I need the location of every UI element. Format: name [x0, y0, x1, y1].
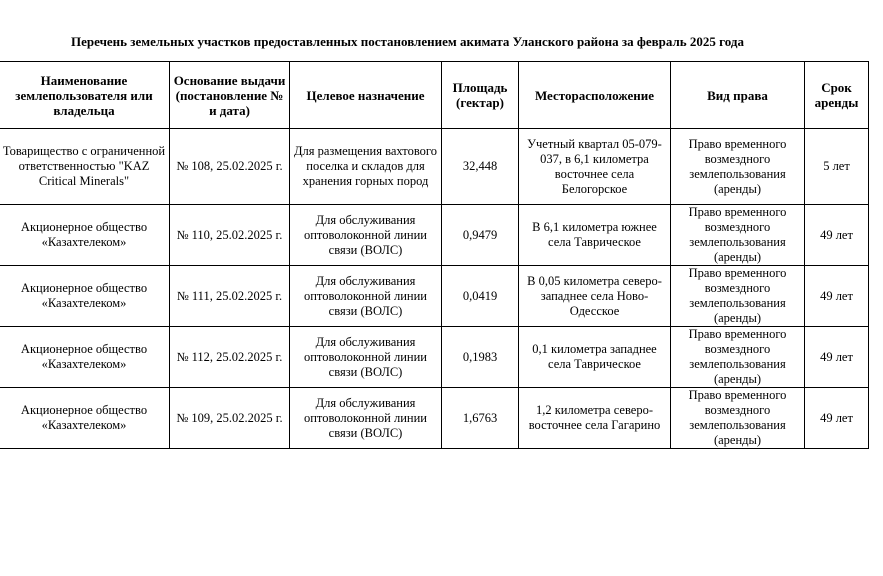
cell-purpose: Для обслуживания оптоволоконной линии связи (ВОЛС) [290, 327, 442, 388]
cell-area: 1,6763 [442, 388, 519, 449]
cell-purpose: Для обслуживания оптоволоконной линии связи (ВОЛС) [290, 388, 442, 449]
cell-area: 32,448 [442, 129, 519, 205]
cell-right: Право временного возмездного землепользования (аренды) [671, 205, 805, 266]
land-plots-table [0, 61, 869, 449]
table-row [0, 205, 869, 266]
cell-term: 49 лет [805, 388, 869, 449]
cell-owner: Акционерное общество «Казахтелеком» [0, 388, 170, 449]
cell-term: 49 лет [805, 266, 869, 327]
cell-location: 1,2 километра северо-восточнее села Гагарино [519, 388, 671, 449]
cell-location: Учетный квартал 05-079-037, в 6,1 километра восточнее села Белогорское [519, 129, 671, 205]
header-purpose: Целевое назначение [290, 62, 442, 129]
cell-basis: № 109, 25.02.2025 г. [170, 388, 290, 449]
cell-term: 49 лет [805, 327, 869, 388]
header-basis: Основание выдачи (постановление № и дата) [170, 62, 290, 129]
header-right: Вид права [671, 62, 805, 129]
cell-owner: Акционерное общество «Казахтелеком» [0, 205, 170, 266]
cell-location: В 6,1 километра южнее села Таврическое [519, 205, 671, 266]
table-row [0, 327, 869, 388]
header-area: Площадь (гектар) [442, 62, 519, 129]
cell-location: В 0,05 километра северо-западнее села Ново-Одесское [519, 266, 671, 327]
cell-purpose: Для размещения вахтового поселка и складов для хранения горных пород [290, 129, 442, 205]
cell-owner: Акционерное общество «Казахтелеком» [0, 327, 170, 388]
header-term: Срок аренды [805, 62, 869, 129]
cell-right: Право временного возмездного землепользования (аренды) [671, 388, 805, 449]
cell-right: Право временного возмездного землепользования (аренды) [671, 266, 805, 327]
cell-basis: № 110, 25.02.2025 г. [170, 205, 290, 266]
cell-purpose: Для обслуживания оптоволоконной линии связи (ВОЛС) [290, 205, 442, 266]
table-row [0, 129, 869, 205]
header-owner: Наименование землепользователя или владельца [0, 62, 170, 129]
cell-purpose: Для обслуживания оптоволоконной линии связи (ВОЛС) [290, 266, 442, 327]
cell-basis: № 112, 25.02.2025 г. [170, 327, 290, 388]
cell-area: 0,0419 [442, 266, 519, 327]
cell-area: 0,9479 [442, 205, 519, 266]
page-title: Перечень земельных участков предоставленных постановлением акимата Уланского района за февраль 2025 года [71, 34, 744, 49]
cell-term: 5 лет [805, 129, 869, 205]
table-row [0, 388, 869, 449]
cell-basis: № 111, 25.02.2025 г. [170, 266, 290, 327]
cell-right: Право временного возмездного землепользования (аренды) [671, 327, 805, 388]
cell-location: 0,1 километра западнее села Таврическое [519, 327, 671, 388]
cell-owner: Акционерное общество «Казахтелеком» [0, 266, 170, 327]
table-row [0, 266, 869, 327]
cell-right: Право временного возмездного землепользования (аренды) [671, 129, 805, 205]
table-header-row [0, 62, 869, 129]
cell-owner: Товарищество с ограниченной ответственностью "KAZ Critical Minerals" [0, 129, 170, 205]
cell-basis: № 108, 25.02.2025 г. [170, 129, 290, 205]
cell-area: 0,1983 [442, 327, 519, 388]
header-location: Месторасположение [519, 62, 671, 129]
cell-term: 49 лет [805, 205, 869, 266]
